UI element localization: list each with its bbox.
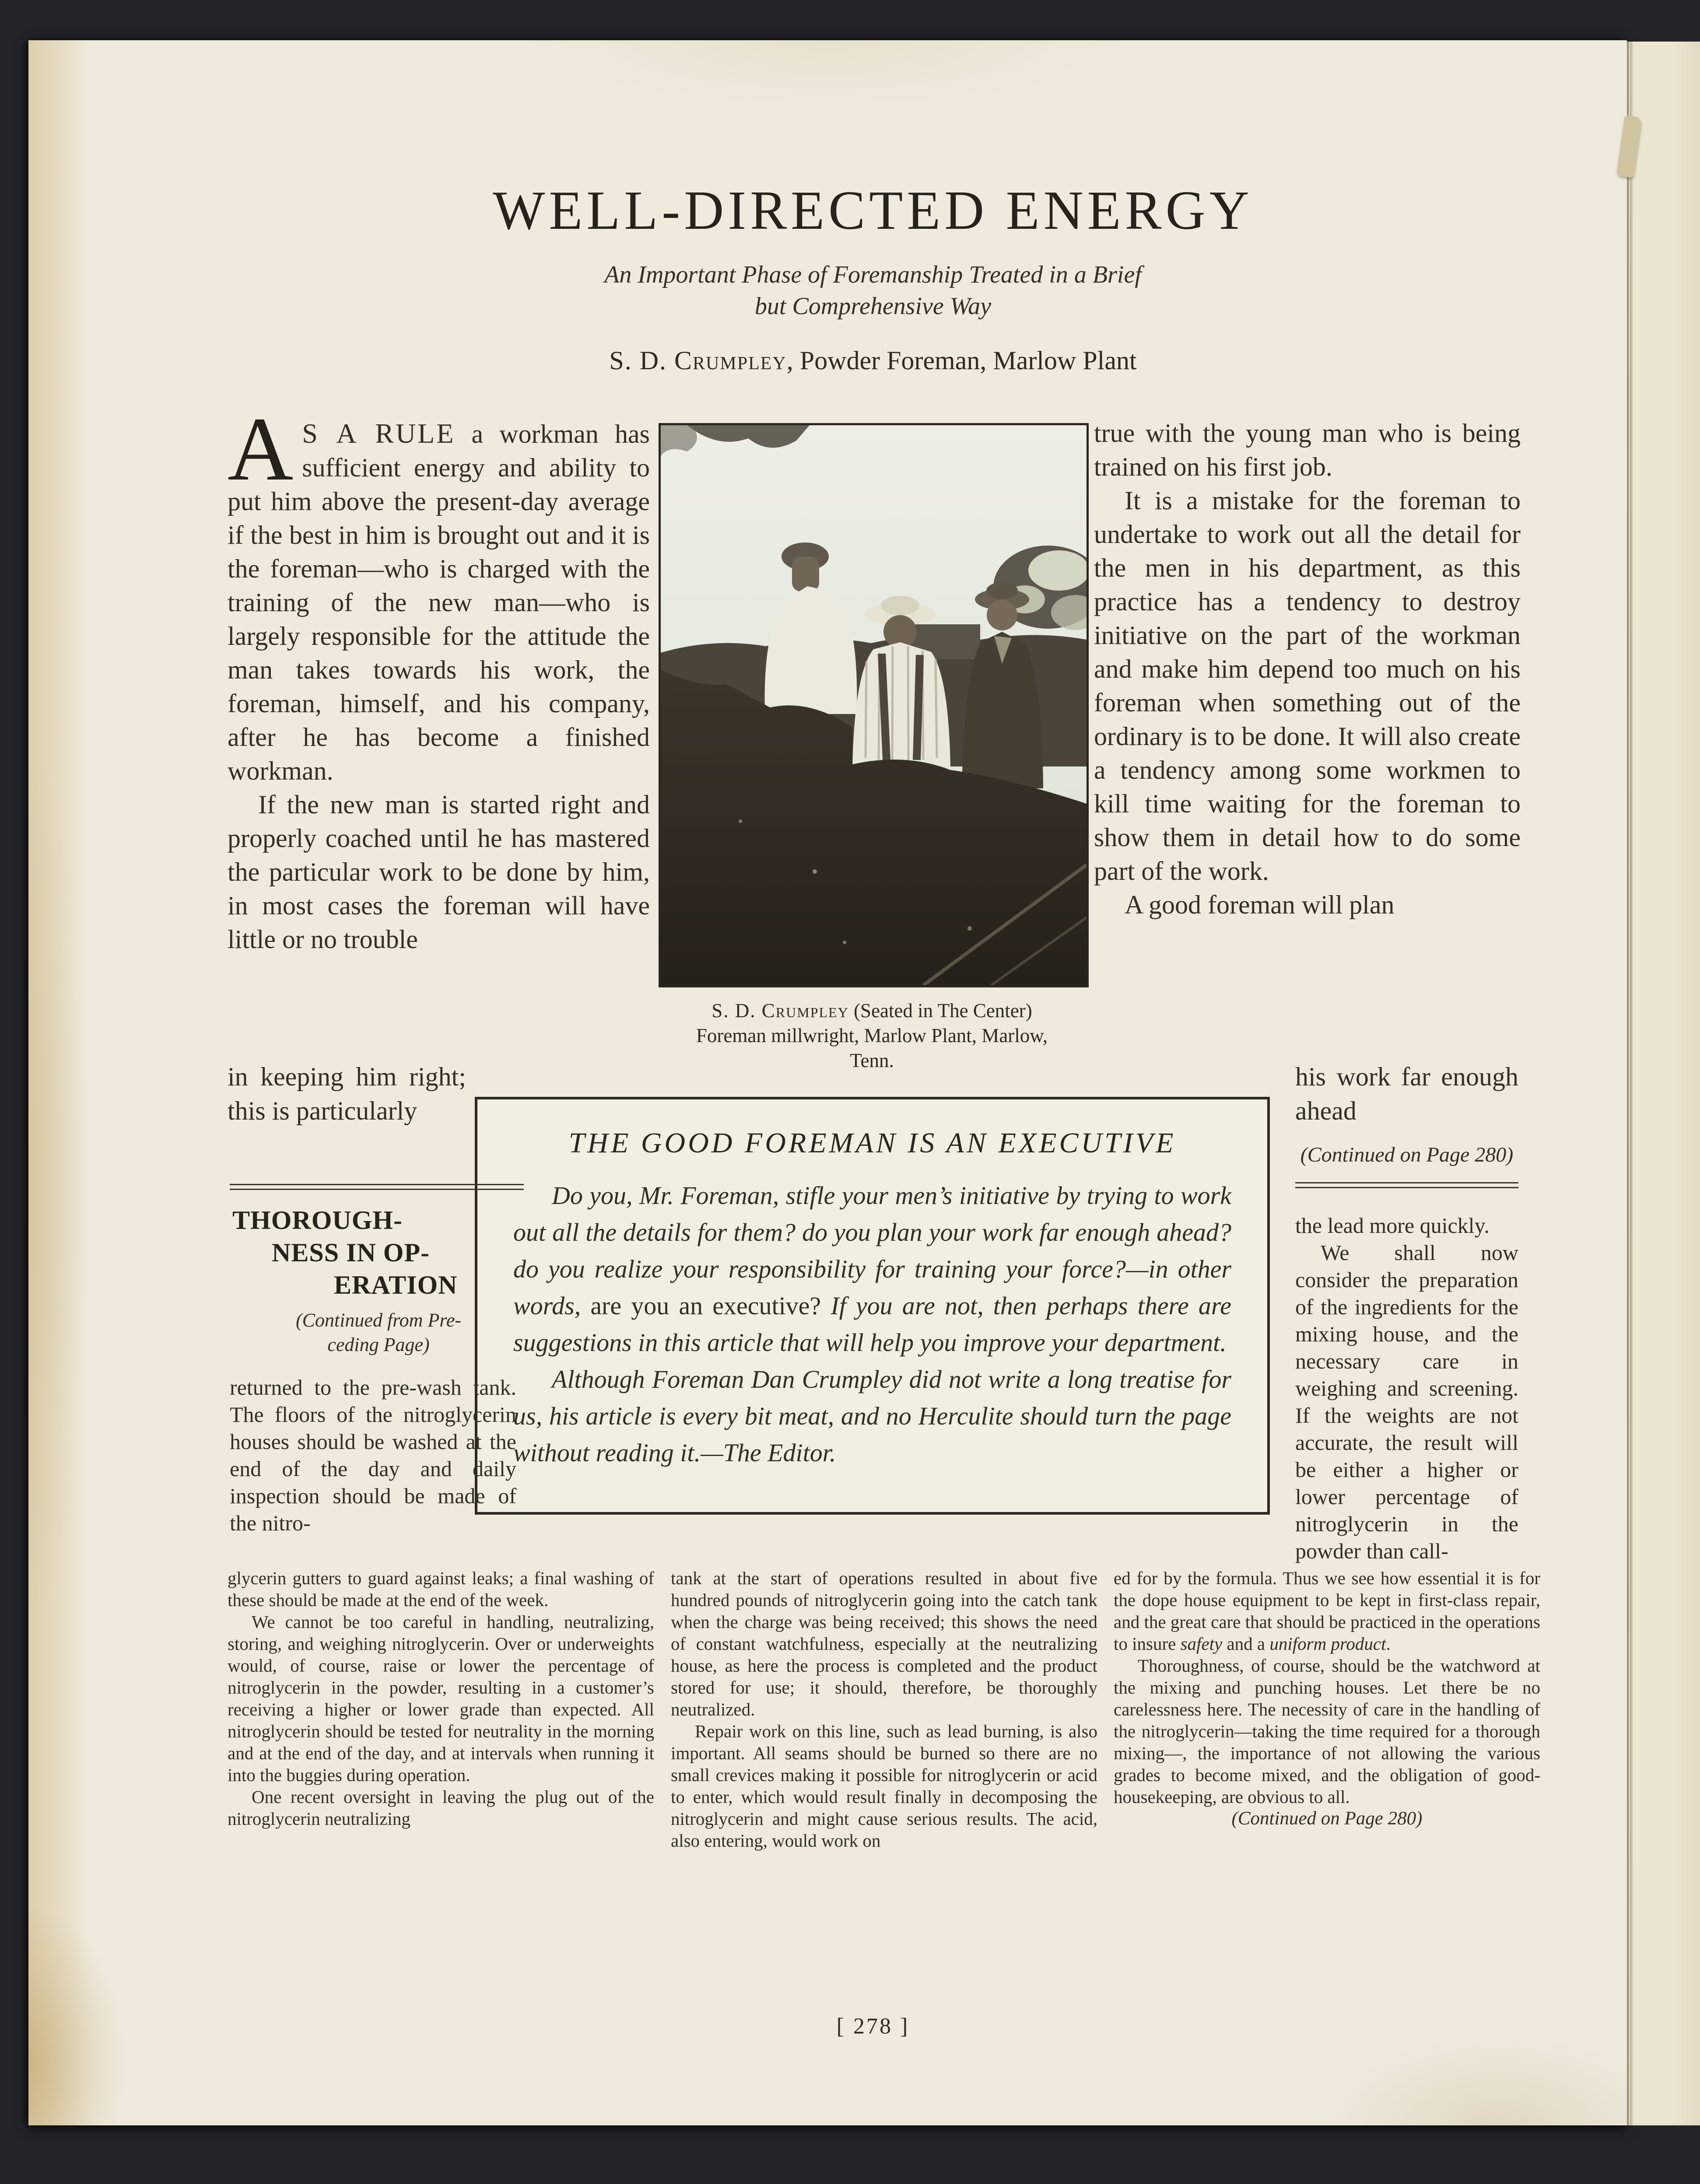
bottom-column-3 bbox=[1114, 1567, 1540, 1830]
paragraph-continuation: his work far enough ahead bbox=[1295, 1062, 1518, 1125]
paragraph: glycerin gutters to guard against leaks; a final washing of these should be made at the end of the week. bbox=[228, 1568, 654, 1610]
heading-line: ERATION bbox=[334, 1270, 458, 1299]
section-divider-rule bbox=[230, 1184, 524, 1190]
caption-line-3: Tenn. bbox=[850, 1050, 894, 1071]
paragraph: true with the young man who is being trained on his first job. bbox=[1094, 419, 1521, 481]
text-italic: uniform product bbox=[1269, 1634, 1386, 1654]
text: ed for by the formula. Thus we see how essential it is for the dope house equipment to be kept in first-class repair, and the great care that should be practiced in the operations to insure bbox=[1114, 1568, 1540, 1654]
bottom-column-1 bbox=[228, 1567, 654, 1830]
continued-on-note: (Continued on Page 280) bbox=[1231, 1808, 1423, 1829]
box-text-italic: If you are not, then perhaps there are suggestions in this article that will help you improve your department. bbox=[513, 1292, 1231, 1357]
subtitle-line-2: but Comprehensive Way bbox=[754, 293, 992, 320]
paragraph: We shall now consider the preparation of the ingredients for the mixing house, and the necessary care in weighing and screening. If the weights are not accurate, the result will be either a higher or lower percentage of nitroglycerin in the powder than call- bbox=[1295, 1240, 1518, 1563]
subtitle-line-1: An Important Phase of Foremanship Treated in a Brief bbox=[604, 261, 1142, 288]
paragraph bbox=[513, 1177, 1231, 1361]
paragraph: One recent oversight in leaving the plug out of the nitroglycerin neutralizing bbox=[228, 1787, 654, 1829]
bottom-column-2 bbox=[671, 1567, 1097, 1852]
box-text-italic: Do you, Mr. Foreman, stifle your men’s initiative by trying to work out all the details for them? do you plan your work far enough ahead? do you realize your responsibility for training your force?—in other words, bbox=[513, 1181, 1231, 1320]
text: and a bbox=[1222, 1634, 1270, 1654]
paragraph: Repair work on this line, such as lead burning, is also important. All seams should be burned so there are no small crevices making it possible for nitroglycerin or acid to enter, which would result finally in decomposing the nitroglycerin and might cause serious results. The acid, also entering, would work on bbox=[671, 1721, 1097, 1851]
magazine-page bbox=[28, 40, 1627, 2125]
column-left-continuation: in keeping him right; this is particularly bbox=[228, 1062, 466, 1125]
editor-box bbox=[475, 1097, 1270, 1515]
paragraph: It is a mistake for the foreman to undertake to work out all the detail for the men in his department, as this practice has a tendency to destroy initiative on the part of the workman and make him depend too much on his foreman when something out of the ordinary is to be done. It will also create a tendency among some workmen to kill time waiting for the foreman to show them in detail how to do some part of the work. bbox=[1094, 486, 1521, 886]
caption-line-2: Foreman millwright, Marlow Plant, Marlow, bbox=[696, 1025, 1048, 1046]
section-heading-thoroughness bbox=[230, 1204, 527, 1301]
editor-box-heading: THE GOOD FOREMAN IS AN EXECUTIVE bbox=[568, 1127, 1176, 1159]
paragraph-text: a workman has sufficient energy and ability to put him above the present-day average if the best in him is brought out and it is the foreman—who is charged with the training of the new man—who is largely responsible for the attitude the man takes towards his work, the foreman, himself, and his company, after he has become a finished workman. bbox=[228, 420, 650, 785]
section-divider-rule bbox=[1295, 1182, 1518, 1188]
photo-illustration bbox=[661, 425, 1087, 985]
column-mid-right-narrow bbox=[1295, 1212, 1518, 1564]
caption-line-1 bbox=[641, 998, 1103, 1023]
note-line: (Continued from Pre- bbox=[295, 1309, 462, 1331]
paragraph bbox=[1114, 1567, 1540, 1655]
heading-line: THOROUGH- bbox=[232, 1206, 403, 1235]
note-line: ceding Page) bbox=[327, 1334, 430, 1355]
adjacent-page-edge bbox=[1627, 42, 1700, 2125]
paragraph: tank at the start of operations resulted in about five hundred pounds of nitroglycerin going into the catch tank when the charge was being received; this shows the need of constant watchfulness, especially at the neutralizing house, as here the process is completed and the product stored for use; it should, therefore, be thoroughly neutralized. bbox=[671, 1568, 1097, 1719]
article-byline bbox=[228, 346, 1518, 376]
page-crease bbox=[1630, 42, 1631, 2125]
column-mid-left-narrow: returned to the pre-wash tank. The floors of the nitroglycerin houses should be washed at the end of the day and daily inspection should be made of the nitro- bbox=[230, 1375, 516, 1535]
article-subtitle bbox=[228, 259, 1518, 322]
box-text-roman: are you an executive? bbox=[590, 1292, 821, 1320]
lead-caps: S A RULE bbox=[302, 418, 456, 449]
paragraph: the lead more quickly. bbox=[1295, 1213, 1490, 1238]
continued-on-note: (Continued on Page 280) bbox=[1300, 1143, 1514, 1166]
caption-name: S. D. Crumpley bbox=[712, 1000, 849, 1022]
paragraph: A good foreman will plan bbox=[1125, 890, 1395, 919]
byline-role: , Powder Foreman, Marlow Plant bbox=[786, 346, 1137, 375]
text-italic: safety bbox=[1180, 1634, 1223, 1654]
column-right bbox=[1094, 416, 1521, 922]
heading-line: NESS IN OP- bbox=[272, 1238, 430, 1267]
page-title: WELL-DIRECTED ENERGY bbox=[493, 180, 1253, 241]
column-left bbox=[228, 399, 650, 956]
photo-foremen-group bbox=[659, 423, 1089, 987]
paragraph: We cannot be too careful in handling, neutralizing, storing, and weighing nitroglycerin. Over or underweights would, of course, raise or lower the percentage of nitroglycerin in the powder, resulting in a customer’s receiving a higher or lower grade than expected. All nitroglycerin should be tested for neutrality in the morning and at the end of the day, and at intervals when running it into the buggies during operation. bbox=[228, 1612, 654, 1785]
paragraph bbox=[228, 399, 650, 788]
continued-from-note bbox=[230, 1308, 527, 1357]
drop-cap: A bbox=[228, 399, 294, 499]
paragraph: If the new man is started right and properly coached until he has mastered the particular work to be done by him, in most cases the foreman will have little or no trouble bbox=[228, 790, 650, 954]
text: . bbox=[1386, 1634, 1391, 1654]
page-number: [ 278 ] bbox=[836, 2014, 910, 2039]
caption-note: (Seated in The Center) bbox=[848, 1000, 1032, 1022]
column-right-continuation bbox=[1295, 1060, 1518, 1167]
paragraph: Thoroughness, of course, should be the watchword at the mixing and punching houses. Let there be no carelessness here. The necessity of care in the handling of the nitroglycerin—taking the time required for a thorough mixing—, the importance of not allowing the various grades to become mixed, and the obligation of good-housekeeping, are obvious to all. bbox=[1114, 1656, 1540, 1807]
paragraph: Although Foreman Dan Crumpley did not write a long treatise for us, his article is every bit meat, and no Herculite should turn the page without reading it.—The Editor. bbox=[513, 1365, 1231, 1467]
photo-caption bbox=[641, 998, 1103, 1073]
byline-author: S. D. Crumpley bbox=[609, 346, 787, 375]
editor-box-body bbox=[513, 1177, 1231, 1471]
